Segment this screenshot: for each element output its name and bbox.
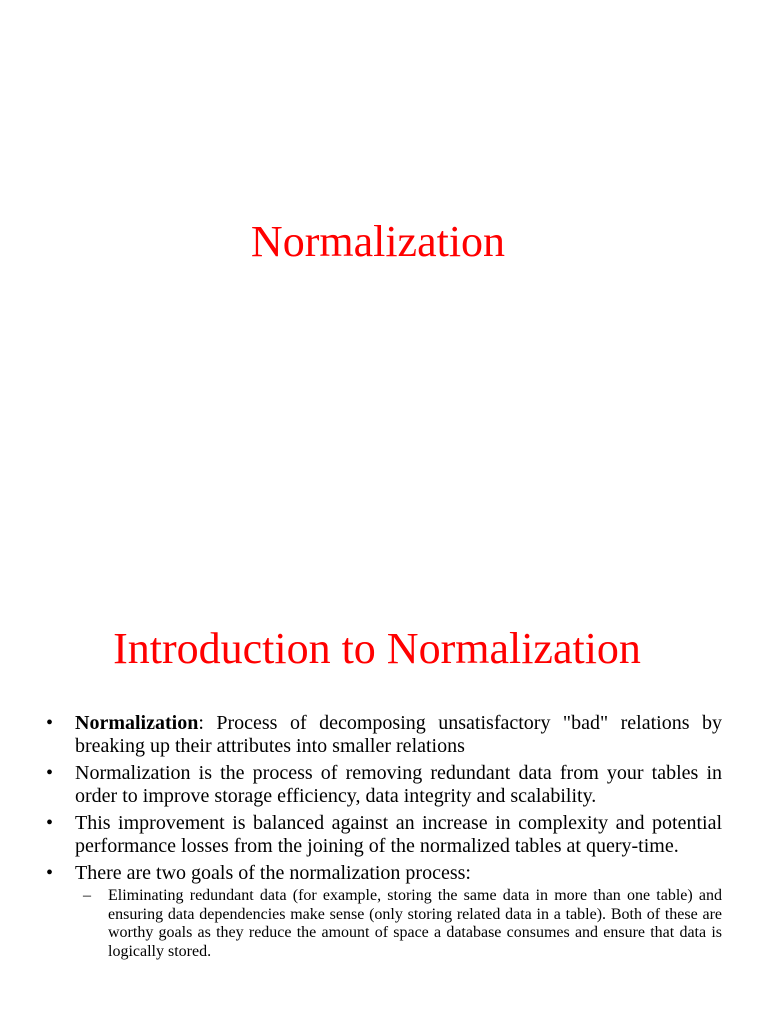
sub-bullet-item: [75, 887, 722, 961]
bullet-icon: •: [46, 712, 54, 734]
bullet-text: This improvement is balanced against an increase in complexity and potential performance losses from the joining of the normalized tables at query-time.: [75, 812, 722, 857]
bullet-item-process: [46, 762, 722, 808]
dash-icon: –: [83, 887, 91, 904]
bullet-icon: •: [46, 812, 54, 834]
sub-bullet-text: Eliminating redundant data (for example, storing the same data in more than one table) and ensuring data dependencies make sense (only storing related data in a table). Both of these are worthy goals as they reduce the amount of space a database consumes and ensure that data is logically stored.: [108, 887, 722, 960]
bullet-icon: •: [46, 762, 54, 784]
bullet-item-tradeoff: [46, 812, 722, 858]
bullet-text: : Process of decomposing unsatisfactory "bad" relations by breaking up their attributes into smaller relations: [75, 712, 722, 757]
bullet-item-goals: [46, 862, 722, 961]
slide-title-introduction: Introduction to Normalization: [113, 624, 641, 673]
sub-bullet-list: [75, 887, 722, 961]
bullet-item-definition: [46, 712, 722, 758]
bullet-list: [46, 712, 722, 965]
bullet-text: There are two goals of the normalization process:: [75, 862, 471, 884]
slide-title-normalization: Normalization: [250, 217, 506, 266]
bullet-term: Normalization: [75, 712, 199, 734]
bullet-text: Normalization is the process of removing redundant data from your tables in order to improve storage efficiency, data integrity and scalability.: [75, 762, 722, 807]
bullet-icon: •: [46, 862, 54, 884]
